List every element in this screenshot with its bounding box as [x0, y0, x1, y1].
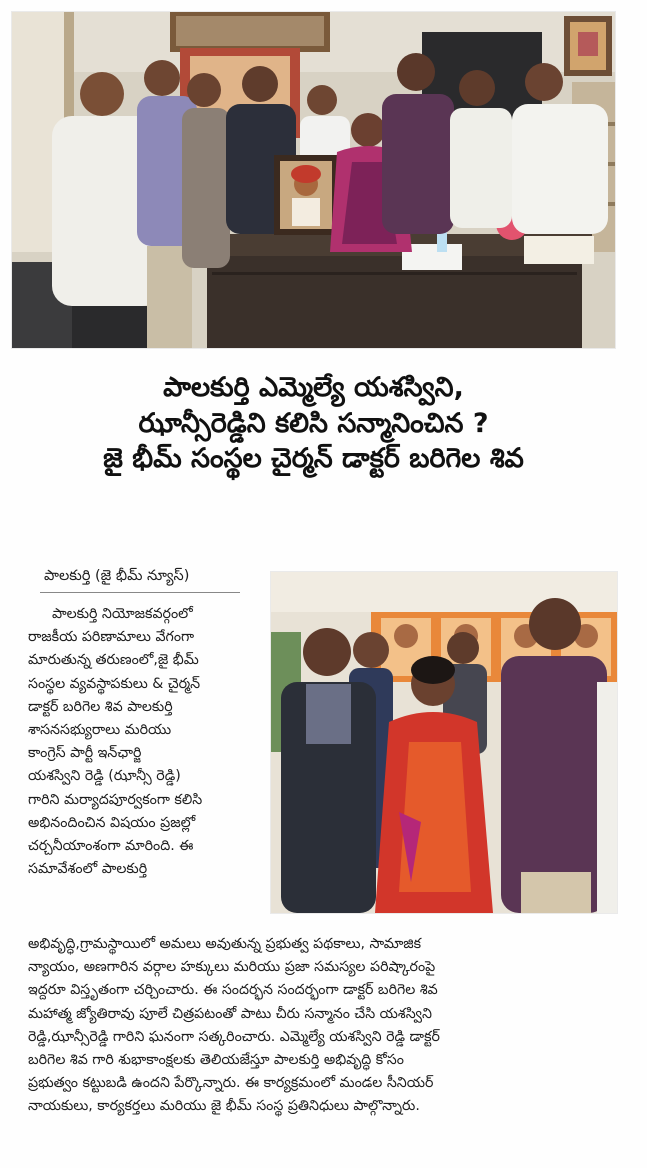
- article-body-wide: [28, 933, 628, 1119]
- article-line: రాజకీయ పరిణామాలు వేగంగా: [28, 629, 195, 646]
- headline: [12, 370, 615, 477]
- article-line: శాసనసభ్యురాలు మరియు: [28, 721, 172, 738]
- article-line: న్యాయం, అణగారిన వర్గాల హక్కులు మరియు ప్రజా సమస్యల పరిష్కారంపై: [28, 959, 436, 976]
- byline-divider: [40, 592, 240, 593]
- article-line: సంస్థల వ్యవస్థాపకులు & చైర్మన్: [28, 675, 201, 692]
- article-line: డాక్టర్ బరిగెల శివ పాలకుర్తి: [28, 698, 173, 715]
- article-line: ఇద్దరూ విస్తృతంగా చర్చించారు. ఈ సందర్భన సందర్భంగా డాక్టర్ బరిగెల శివ: [28, 982, 438, 999]
- group-meeting-photo: [12, 12, 615, 348]
- headline-line-3: జై భీమ్ సంస్థల చైర్మన్ డాక్టర్ బరిగెల శివ: [103, 443, 524, 475]
- article-line: ప్రభుత్వం కట్టుబడి ఉందని పేర్కొన్నారు. ఈ కార్యక్రమంలో మండల సీనియర్: [28, 1075, 434, 1092]
- headline-line-2: ఝాన్సీరెడ్డిని కలిసి సన్మానించిన ?: [138, 407, 489, 439]
- article-line: పాలకుర్తి నియోజకవర్గంలో: [52, 606, 193, 622]
- article-line: యశస్విని రెడ్డి (ఝాన్సీ రెడ్డి): [28, 768, 181, 785]
- article-line: రెడ్డి,ఝాన్సీరెడ్డి గారిని ఘనంగా సత్కరించారు. ఎమ్మెల్యే యశస్విని రెడ్డి డాక్టర్: [28, 1028, 440, 1045]
- article-line: బరిగెల శివ గారి శుభాకాంక్షలకు తెలియజేస్తూ పాలకుర్తి అభివృద్ధి కోసం: [28, 1051, 404, 1068]
- headline-line-1: పాలకుర్తి ఎమ్మెల్యే యశస్విని,: [163, 372, 464, 403]
- article-line: కాంగ్రెస్ పార్టీ ఇన్‌ఛార్జి: [28, 745, 142, 762]
- article-body-narrow: [28, 603, 268, 881]
- article-line: అభినందించిన విషయం ప్రజల్లో: [28, 814, 196, 831]
- article-line: మహాత్మ జ్యోతిరావు పూలే చిత్రపటంతో పాటు చీరు సన్మానం చేసి యశస్విని: [28, 1005, 432, 1022]
- article-line: చర్చనీయాంశంగా మారింది. ఈ: [28, 837, 194, 854]
- article-line: అభివృద్ధి,గ్రామస్థాయిలో అమలు అవుతున్న ప్రభుత్వ పథకాలు, సామాజిక: [28, 936, 422, 952]
- article-line: మారుతున్న తరుణంలో,జై భీమ్: [28, 652, 199, 669]
- article-line: నాయకులు, కార్యకర్తలు మరియు జై భీమ్ సంస్థ ప్రతినిధులు పాల్గొన్నారు.: [28, 1098, 420, 1115]
- felicitation-photo: [271, 572, 617, 913]
- article-line: గారిని మర్యాదపూర్వకంగా కలిసి: [28, 791, 203, 808]
- article-line: సమావేశంలో పాలకుర్తి: [28, 861, 148, 878]
- byline: పాలకుర్తి (జై భీమ్ న్యూస్): [44, 568, 190, 584]
